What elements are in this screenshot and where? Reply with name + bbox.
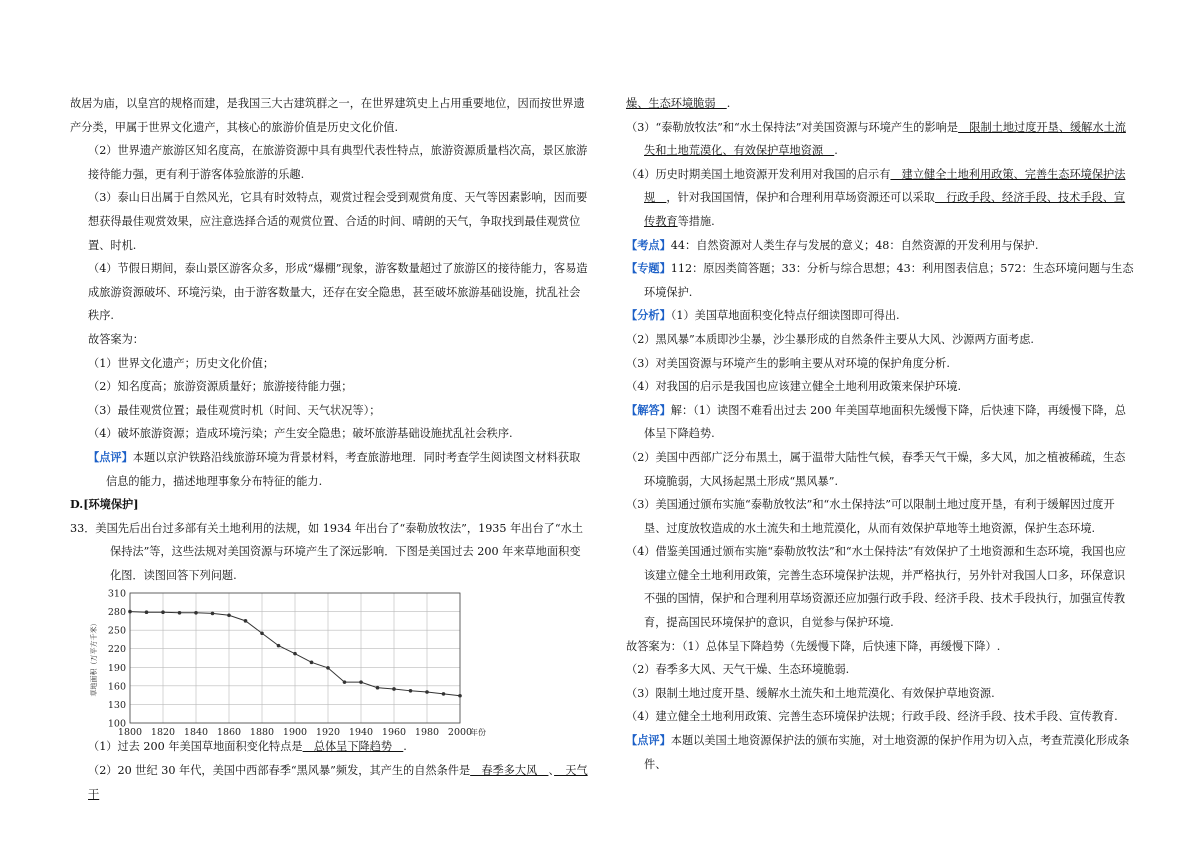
- data-point: [227, 614, 231, 618]
- paragraph: （3）泰山日出属于自然风光，它具有时效特点，观赏过程会受到观赏角度、天气等因素影响，因而要想获得最佳观赏效果，应注意选择合适的观赏位置、合适的时间、晴朗的天气，争取找到最佳观赏位置、时机.: [88, 191, 588, 252]
- y-tick-label: 220: [107, 644, 126, 656]
- continued-answer: [626, 92, 1134, 116]
- zhuanti-text: 112：原因类简答题；33：分析与综合思想；43：利用图表信息；572：生态环境问题与生态环境保护.: [644, 262, 1134, 299]
- x-tick-label: 1980: [414, 727, 440, 738]
- x-axis-label: 年份: [470, 728, 486, 738]
- period: .: [726, 97, 731, 110]
- jieda-paragraph: [626, 399, 1134, 446]
- review-tag: 【点评】: [626, 733, 671, 748]
- review-paragraph: [70, 446, 590, 493]
- data-point: [260, 632, 264, 636]
- q4-end: 等措施.: [677, 214, 715, 228]
- y-tick-label: 310: [107, 588, 126, 600]
- data-point: [326, 667, 330, 671]
- q2-separator: 、: [548, 764, 555, 778]
- right-column: [626, 92, 1134, 776]
- answer-line: （3）限制土地过度开垦、缓解水土流失和土地荒漠化、有效保护草地资源.: [626, 686, 995, 700]
- data-point: [442, 693, 446, 697]
- fenxi-paragraph: [626, 304, 1134, 328]
- q1-end: .: [403, 740, 407, 754]
- sub-question-3: [626, 116, 1134, 163]
- x-tick-label: 1860: [216, 727, 242, 738]
- x-tick-label: 1880: [249, 727, 275, 738]
- chart-container: [70, 587, 590, 738]
- x-tick-label: 1920: [315, 727, 341, 738]
- jieda-text: 解：（1）读图不难看出过去 200 年美国草地面积先缓慢下降，后快速下降，再缓慢下降，总体呈下降趋势.: [644, 403, 1126, 441]
- fenxi-line: （4）对我国的启示是我国也应该建立健全土地利用政策来保护环境.: [626, 380, 962, 394]
- y-axis-label: 草地面积（万平方千米）: [90, 619, 98, 697]
- x-tick-label: 1960: [381, 727, 407, 738]
- jieda-tag: 【解答】: [626, 402, 671, 417]
- x-tick-label: 1940: [348, 727, 374, 738]
- x-tick-label: 2000: [447, 727, 473, 738]
- q1-answer-blank: 总体呈下降趋势: [302, 740, 404, 754]
- fenxi-text: （1）美国草地面积变化特点仔细读图即可得出.: [670, 309, 900, 323]
- data-point: [293, 652, 297, 656]
- paragraph: 故居为庙，以皇宫的规格而建，是我国三大古建筑群之一，在世界建筑史上占用重要地位，因而按世界遗产分类，甲属于世界文化遗产，其核心的旅游价值是历史文化价值.: [70, 97, 585, 134]
- data-point: [392, 688, 396, 692]
- x-tick-label: 1840: [183, 727, 209, 738]
- fenxi-line: （2）黑风暴”本质即沙尘暴，沙尘暴形成的自然条件主要从大风、沙源两方面考虑.: [626, 332, 1034, 346]
- jieda-line: （3）美国通过颁布实施“泰勒放牧法”和“水土保持法”可以限制土地过度开垦，有利于缓解因过度开垦、过度放牧造成的水土流失和土地荒漠化，从而有效保护草地等土地资源，保护生态环境.: [626, 498, 1115, 535]
- data-point: [128, 610, 132, 614]
- data-point: [458, 694, 462, 698]
- q4-text: （4）历史时期美国土地资源开发利用对我国的启示有: [626, 167, 891, 181]
- q1-text: （1）过去 200 年美国草地面积变化特点是: [88, 740, 303, 754]
- y-tick-label: 250: [107, 626, 126, 638]
- answer-line: （2）知名度高；旅游资源质量好；旅游接待能力强；: [88, 380, 353, 394]
- fenxi-tag: 【分析】: [626, 308, 671, 323]
- x-tick-label: 1820: [150, 727, 176, 738]
- y-tick-label: 160: [107, 681, 126, 693]
- q3-text: （3）“泰勒放牧法”和“水土保持法”对美国资源与环境产生的影响是: [626, 120, 959, 134]
- answer-title: 故答案为：: [88, 332, 144, 346]
- y-tick-label: 130: [107, 700, 126, 712]
- answer-line: （3）最佳观赏位置；最佳观赏时机（时间、天气状况等）；: [88, 403, 381, 417]
- q2-text: （2）20 世纪 30 年代，美国中西部春季“黑风暴”频发，其产生的自然条件是: [88, 764, 471, 778]
- section-heading: D.[环境保护]: [70, 497, 139, 512]
- q4-answer-blank-1: 建立健全土地利用政策、完善生态环境保护法规: [644, 167, 1126, 205]
- fenxi-line: （3）对美国资源与环境产生的影响主要从对环境的保护角度分析.: [626, 356, 950, 370]
- review-text: 本题以京沪铁路沿线旅游环境为背景材料，考查旅游地理．同时考查学生阅读图文材料获取信息的能力，描述地理事象分布特征的能力.: [106, 450, 581, 488]
- sub-question-4: [626, 163, 1134, 234]
- data-point: [359, 681, 363, 685]
- q2-answer-blank-2: 天气干: [88, 764, 588, 801]
- left-column: [70, 92, 590, 806]
- paragraph: （2）世界遗产旅游区知名度高，在旅游资源中具有典型代表性特点，旅游资源质量档次高，景区旅游接待能力强，更有利于游客体验旅游的乐趣.: [88, 144, 588, 181]
- data-point: [178, 611, 182, 615]
- data-point: [211, 612, 215, 616]
- answer-line: （1）世界文化遗产；历史文化价值；: [88, 356, 275, 370]
- data-point: [343, 681, 347, 685]
- kaodian-text: 44：自然资源对人类生存与发展的意义；48：自然资源的开发利用与保护.: [670, 238, 1039, 252]
- y-tick-label: 280: [107, 607, 126, 619]
- jieda-line: （2）美国中西部广泛分布黑土，属于温带大陆性气候，春季天气干燥，多大风，加之植被稀疏，生态环境脆弱，大风扬起黑土形成“黑风暴”.: [626, 450, 1126, 488]
- answer-title: 故答案为：: [626, 639, 682, 653]
- q3-answer-blank: 限制土地过度开垦、缓解水土流失和土地荒漠化、有效保护草地资源: [644, 120, 1126, 158]
- data-point: [161, 611, 165, 615]
- sub-question-2: [70, 759, 590, 806]
- review-text: 本题以美国土地资源保护法的颁布实施，对土地资源的保护作用为切入点，考查荒漠化形成条件、: [644, 734, 1130, 771]
- y-tick-label: 190: [107, 663, 126, 675]
- data-point: [310, 661, 314, 665]
- answer-paragraph: [626, 635, 1134, 659]
- q2-answer-blank-2-cont: 燥、生态环境脆弱: [626, 97, 727, 110]
- zhuanti-paragraph: [626, 257, 1134, 304]
- x-tick-label: 1900: [282, 727, 308, 738]
- review-paragraph: [626, 729, 1134, 776]
- data-point: [145, 611, 149, 615]
- jieda-line: （4）借鉴美国通过颁布实施“泰勒放牧法”和“水土保持法”有效保护了土地资源和生态环境，我国也应该建立健全土地利用政策，完善生态环境保护法规，并严格执行，另外针对我国人口多，环保意识不强的国情，保护和合理利用草场资源还应加强行政手段、经济手段、技术手段执行，加强宣传教育，提高国民环境保护的意识，自觉参与保护环境.: [626, 545, 1126, 630]
- answer-line: （1）总体呈下降趋势（先缓慢下降，后快速下降，再缓慢下降）.: [681, 639, 1001, 653]
- kaodian-paragraph: [626, 234, 1134, 258]
- review-tag: 【点评】: [88, 449, 133, 464]
- answer-line: （4）破坏旅游资源；造成环境污染；产生安全隐患；破坏旅游基础设施扰乱社会秩序.: [88, 427, 513, 441]
- q4-answer-blank-2: 行政手段、经济手段、技术手段、宣传教育: [644, 191, 1126, 228]
- data-point: [425, 691, 429, 695]
- sub-question-1: [70, 735, 590, 759]
- answer-line: （2）春季多大风、天气干燥、生态环境脆弱.: [626, 663, 850, 677]
- y-tick-label: 100: [107, 718, 126, 730]
- data-point: [194, 611, 198, 615]
- answer-line: （4）建立健全土地利用政策、完善生态环境保护法规；行政手段、经济手段、技术手段、宣传教育.: [626, 710, 1118, 724]
- zhuanti-tag: 【专题】: [626, 261, 671, 276]
- data-point: [376, 686, 380, 690]
- data-point: [244, 620, 248, 624]
- period: .: [834, 144, 838, 158]
- x-tick-label: 1800: [117, 727, 143, 738]
- paragraph: （4）节假日期间，泰山景区游客众多，形成“爆棚”现象，游客数量超过了旅游区的接待能力，客易造成旅游资源破坏、环境污染，由于游客数量大，还存在安全隐患，甚至破坏旅游基础设施，扰乱社会秩序.: [88, 262, 588, 323]
- q2-answer-blank-1: 春季多大风: [470, 764, 549, 778]
- kaodian-tag: 【考点】: [626, 237, 671, 252]
- data-point: [409, 689, 413, 693]
- data-point: [277, 644, 281, 648]
- grassland-area-chart: [88, 587, 488, 737]
- question-33: 33．美国先后出台过多部有关土地利用的法规，如 1934 年出台了“泰勒放牧法”，1935 年出台了“水土保持法”等，这些法规对美国资源与环境产生了深远影响．下图是美国过去 200 年来草地面积变化图．读图回答下列问题.: [70, 521, 583, 582]
- q4-mid: ，针对我国国情，保护和合理利用草场资源还可以采取: [666, 191, 935, 205]
